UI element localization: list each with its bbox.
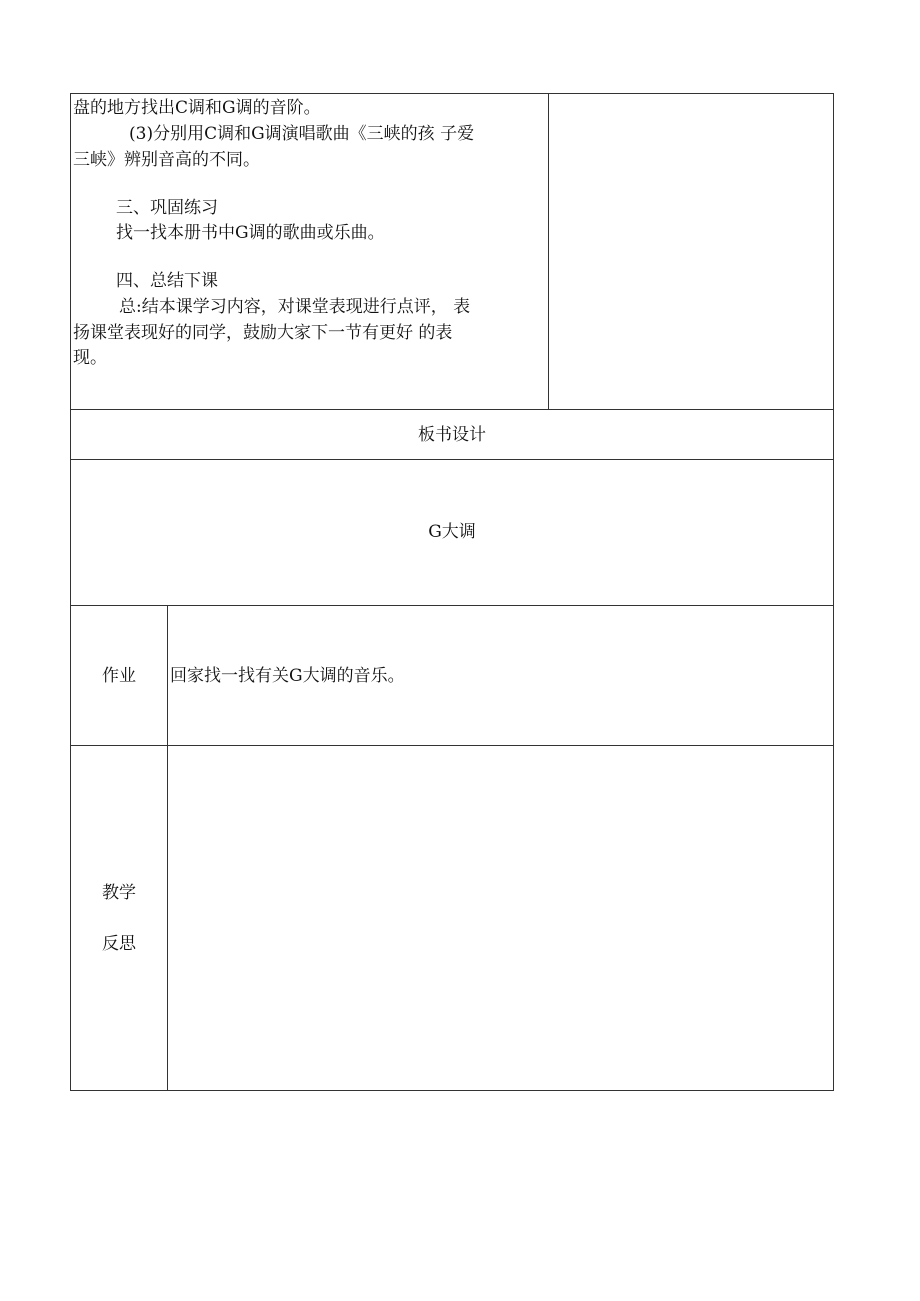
process-line-3: 三峡》辨别音高的不同。 (73, 150, 260, 170)
board-design-content-cell (70, 459, 834, 606)
section-heading-summary: 四、总结下课 (116, 271, 218, 291)
process-line-2: (3)分别用C调和G调演唱歌曲《三峡的孩 子爱 (129, 124, 475, 144)
board-design-header-cell (70, 409, 834, 460)
homework-label-cell (70, 605, 168, 746)
process-line-summary-1: 总:结本课学习内容，对课堂表现进行点评， 表 (119, 297, 471, 317)
homework-content-cell (167, 605, 834, 746)
section-heading-practice: 三、巩固练习 (116, 198, 218, 218)
process-notes-cell (548, 93, 834, 410)
homework-content: 回家找一找有关G大调的音乐。 (170, 666, 405, 686)
reflection-label-line-1: 教学 (102, 883, 136, 903)
reflection-label-line-2: 反思 (102, 934, 136, 954)
process-line-practice: 找一找本册书中G调的歌曲或乐曲。 (116, 223, 385, 243)
process-content-cell (70, 93, 549, 410)
process-line-summary-3: 现。 (73, 348, 107, 368)
reflection-label-cell (70, 745, 168, 1091)
homework-label: 作业 (102, 666, 136, 686)
reflection-content-cell (167, 745, 834, 1091)
process-line-1: 盘的地方找出C调和G调的音阶。 (73, 98, 321, 118)
process-line-summary-2: 扬课堂表现好的同学，鼓励大家下一节有更好 的表 (73, 323, 453, 343)
board-design-content: G大调 (428, 522, 476, 542)
board-design-header: 板书设计 (418, 425, 486, 445)
